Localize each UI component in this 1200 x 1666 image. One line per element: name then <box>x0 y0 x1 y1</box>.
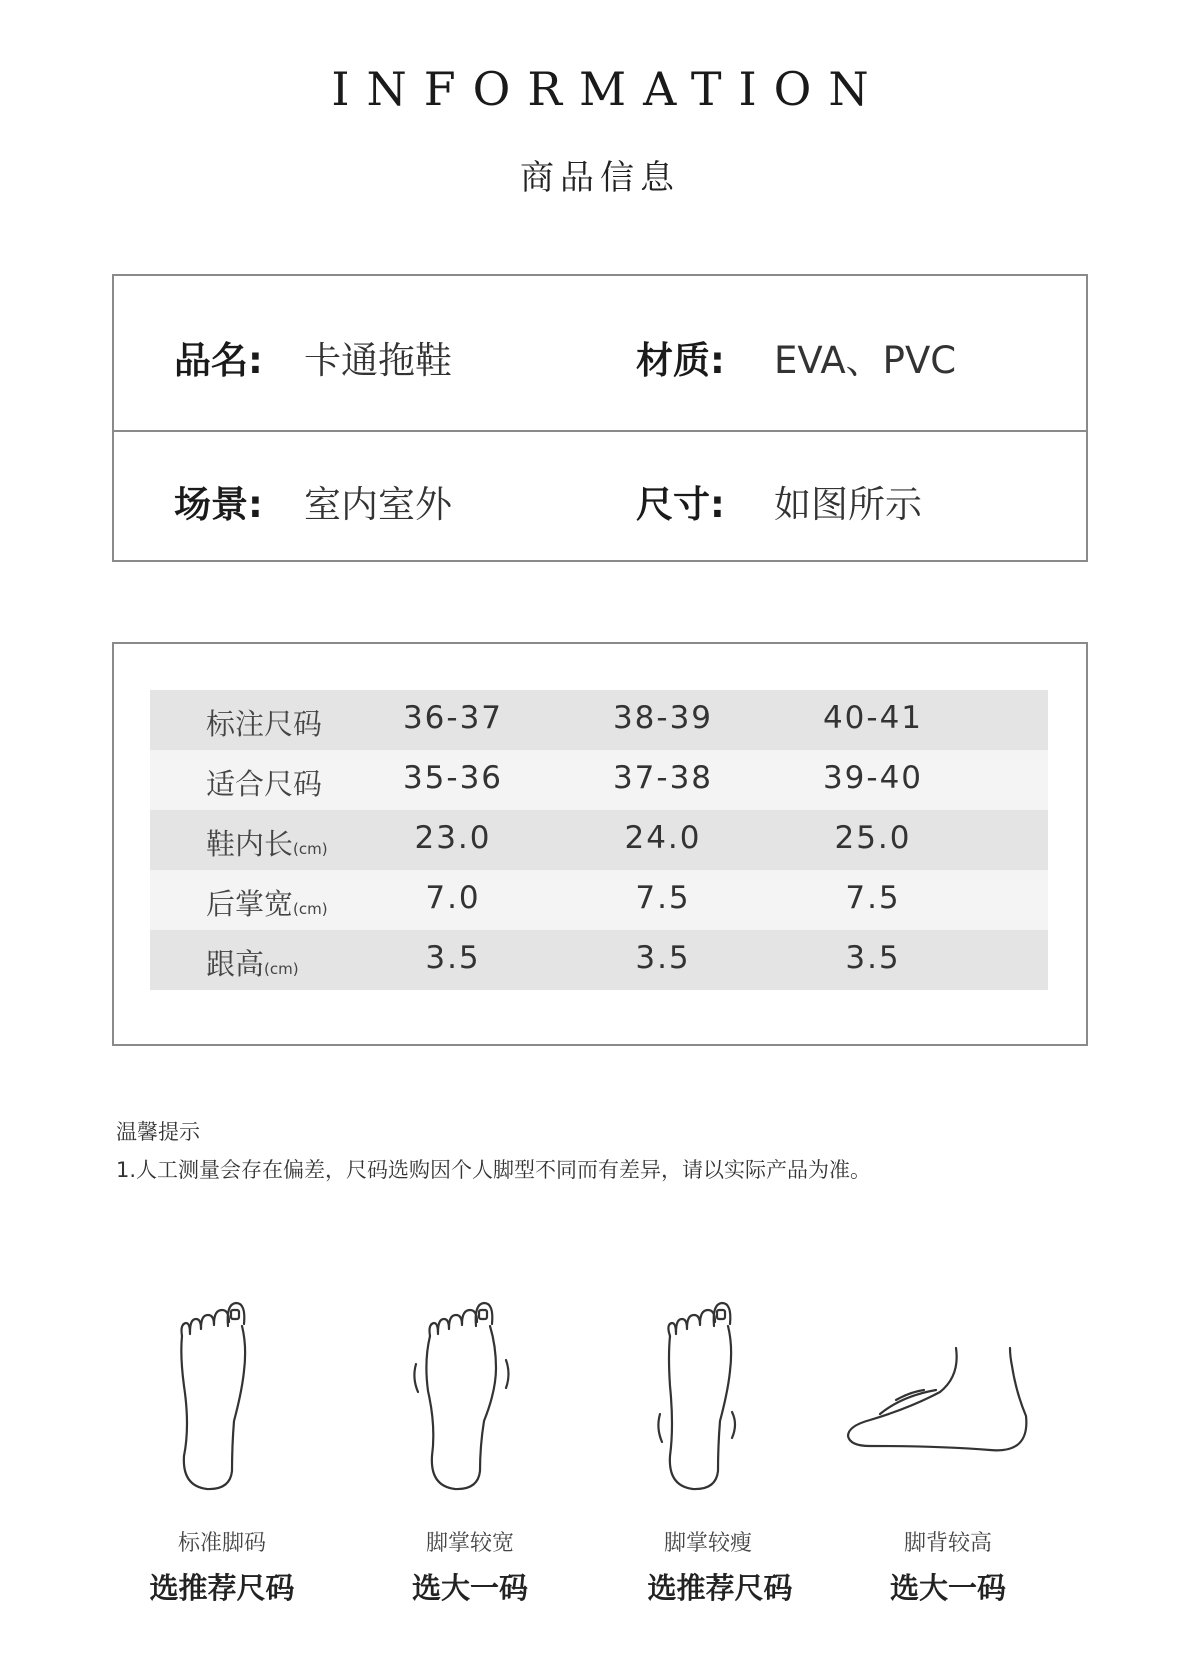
name-value: 卡通拖鞋 <box>304 339 452 382</box>
foot-label: 脚掌较宽 <box>425 1531 514 1556</box>
size-table <box>150 690 1048 990</box>
standard-foot-icon <box>162 1296 282 1496</box>
table-cell: 25.0 <box>834 820 912 856</box>
foot-label: 脚掌较瘦 <box>663 1531 752 1556</box>
row-label: 标注尺码 <box>206 707 323 741</box>
foot-advice: 选推荐尺码 <box>149 1571 295 1605</box>
product-info-box <box>112 274 1088 562</box>
table-cell: 36-37 <box>402 700 504 736</box>
tips-text: 1.人工测量会存在偏差，尺码选购因个人脚型不同而有差异，请以实际产品为准。 <box>116 1158 872 1182</box>
foot-label: 标准脚码 <box>177 1531 266 1556</box>
material-value: EVA、PVC <box>774 339 957 382</box>
title-english: INFORMATION <box>331 62 886 116</box>
info-row-2 <box>114 474 1086 534</box>
name-label: 品名: <box>174 339 263 382</box>
foot-advice: 选推荐尺码 <box>647 1571 793 1605</box>
table-cell: 7.5 <box>635 880 691 916</box>
size-row-heel-width <box>150 870 1048 930</box>
title-chinese: 商品信息 <box>520 158 680 198</box>
table-cell: 23.0 <box>414 820 492 856</box>
size-row-heel-height <box>150 930 1048 990</box>
wide-foot-icon <box>410 1296 530 1496</box>
high-instep-foot-icon <box>840 1296 1040 1496</box>
row-label: 跟高(cm) <box>206 947 299 981</box>
table-cell: 37-38 <box>612 760 714 796</box>
info-row-1 <box>114 330 1086 390</box>
foot-label: 脚背较高 <box>903 1531 992 1556</box>
table-cell: 40-41 <box>822 700 924 736</box>
foot-advice: 选大一码 <box>889 1571 1006 1605</box>
tips-title: 温馨提示 <box>116 1120 200 1144</box>
info-divider <box>114 430 1086 432</box>
size-value: 如图所示 <box>774 483 922 526</box>
size-label: 尺寸: <box>636 483 725 526</box>
size-row-labeled <box>150 690 1048 750</box>
narrow-foot-icon <box>648 1296 768 1496</box>
table-cell: 3.5 <box>425 940 481 976</box>
table-cell: 3.5 <box>635 940 691 976</box>
scene-value: 室内室外 <box>304 483 452 526</box>
row-label: 后掌宽(cm) <box>206 887 328 921</box>
table-cell: 24.0 <box>624 820 702 856</box>
material-label: 材质: <box>636 339 725 382</box>
table-cell: 38-39 <box>612 700 714 736</box>
table-cell: 7.0 <box>425 880 481 916</box>
row-label: 鞋内长(cm) <box>206 827 328 861</box>
table-cell: 3.5 <box>845 940 901 976</box>
table-cell: 39-40 <box>822 760 924 796</box>
foot-advice: 选大一码 <box>411 1571 528 1605</box>
table-cell: 7.5 <box>845 880 901 916</box>
scene-label: 场景: <box>174 483 263 526</box>
table-cell: 35-36 <box>402 760 504 796</box>
row-label: 适合尺码 <box>206 767 323 801</box>
size-row-fit <box>150 750 1048 810</box>
size-row-inner-length <box>150 810 1048 870</box>
